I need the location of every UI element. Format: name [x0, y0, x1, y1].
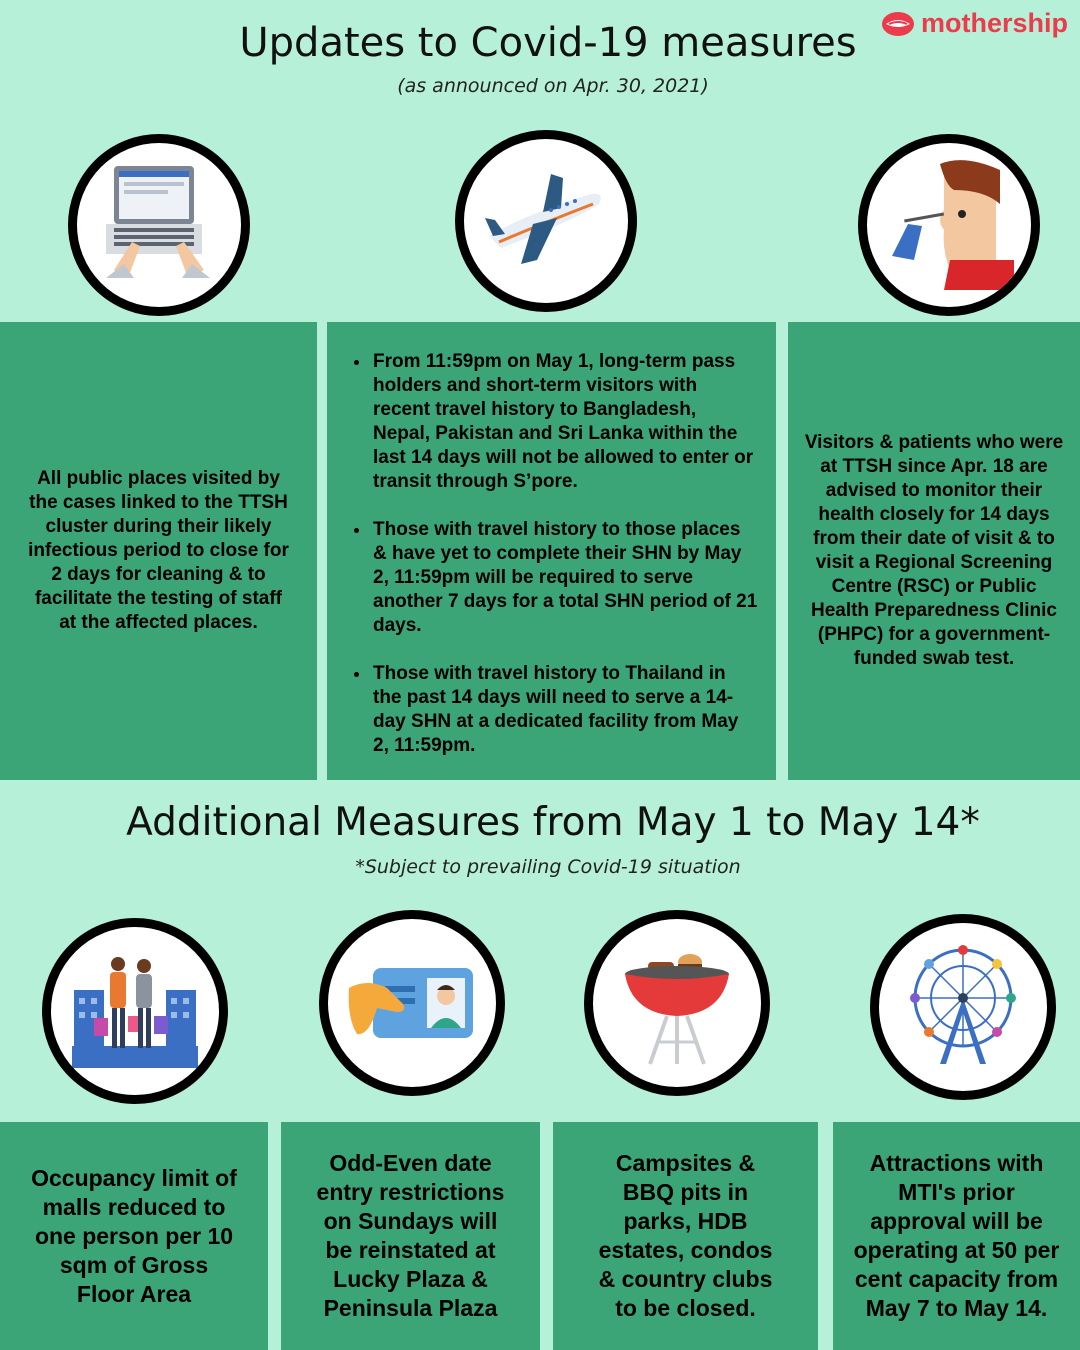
- id-card-icon: [347, 938, 477, 1068]
- bbq-circle: [584, 910, 770, 1096]
- panel-bbq-closure: [553, 1122, 818, 1350]
- airplane-icon: [481, 156, 611, 286]
- panel-ttsh-visitors-text: Visitors & patients who were at TTSH since Apr. 18 are advised to monitor their health closely for 14 days from their date of visit & to visit a Regional Screening Centre (RSC) or Public Health Preparedness Clinic (PHPC) for a government-funded swab test.: [804, 432, 1064, 669]
- travel-bullet-list: [349, 350, 758, 758]
- mall-circle: [42, 918, 228, 1104]
- panel-ttsh-closure: [0, 322, 317, 780]
- ferris-circle: [870, 914, 1056, 1100]
- airplane-circle: [455, 130, 637, 312]
- travel-bullet: • Those with travel history to Thailand in the past 14 days will need to serve a 14-day SHN at a dedicated facility from May 2, 11:59pm.: [371, 662, 758, 758]
- panel-travel-restrictions: [327, 322, 776, 780]
- nose-swab-test-icon: [884, 160, 1014, 290]
- ferris-wheel-icon: [898, 942, 1028, 1072]
- laptop-circle: [68, 134, 250, 316]
- page-title: Updates to Covid-19 measures: [239, 20, 857, 66]
- section-subtitle: *Subject to prevailing Covid-19 situation: [355, 856, 741, 878]
- idcard-circle: [319, 910, 505, 1096]
- panel-bbq-closure-text: Campsites & BBQ pits in parks, HDB estates, condos & country clubs to be closed.: [598, 1150, 773, 1321]
- shoppers-mall-icon: [70, 946, 200, 1076]
- panel-attractions-capacity: [833, 1122, 1080, 1350]
- panel-mall-occupancy-text: Occupancy limit of malls reduced to one person per 10 sqm of Gross Floor Area: [31, 1164, 237, 1307]
- travel-bullet: • From 11:59pm on May 1, long-term pass holders and short-term visitors with recent travel history to Bangladesh, Nepal, Pakistan and Sri Lanka within the last 14 days will not be allowed to enter or transit through S’pore.: [371, 350, 758, 494]
- bbq-grill-icon: [612, 938, 742, 1068]
- section-title: Additional Measures from May 1 to May 14*: [126, 800, 980, 845]
- travel-bullet: • Those with travel history to those places & have yet to complete their SHN by May 2, 11:59pm will be required to serve another 7 days for a total SHN period of 21 days.: [371, 518, 758, 638]
- page-subtitle: (as announced on Apr. 30, 2021): [397, 75, 709, 97]
- panel-odd-even-entry-text: Odd-Even date entry restrictions on Sundays will be reinstated at Lucky Plaza & Peninsula Plaza: [316, 1150, 505, 1321]
- brand-name: mothership: [920, 8, 1068, 38]
- panel-ttsh-visitors: [788, 322, 1080, 780]
- panel-attractions-capacity-text: Attractions with MTI's prior approval will be operating at 50 per cent capacity from May 7 to May 14.: [853, 1150, 1060, 1321]
- laptop-typing-icon: [94, 160, 224, 290]
- swab-circle: [858, 134, 1040, 316]
- panel-odd-even-entry: [281, 1122, 540, 1350]
- panel-ttsh-closure-text: All public places visited by the cases linked to the TTSH cluster during their likely infectious period to close for 2 days for cleaning & to facilitate the testing of staff at the affected places.: [28, 468, 289, 633]
- panel-mall-occupancy: [0, 1122, 268, 1350]
